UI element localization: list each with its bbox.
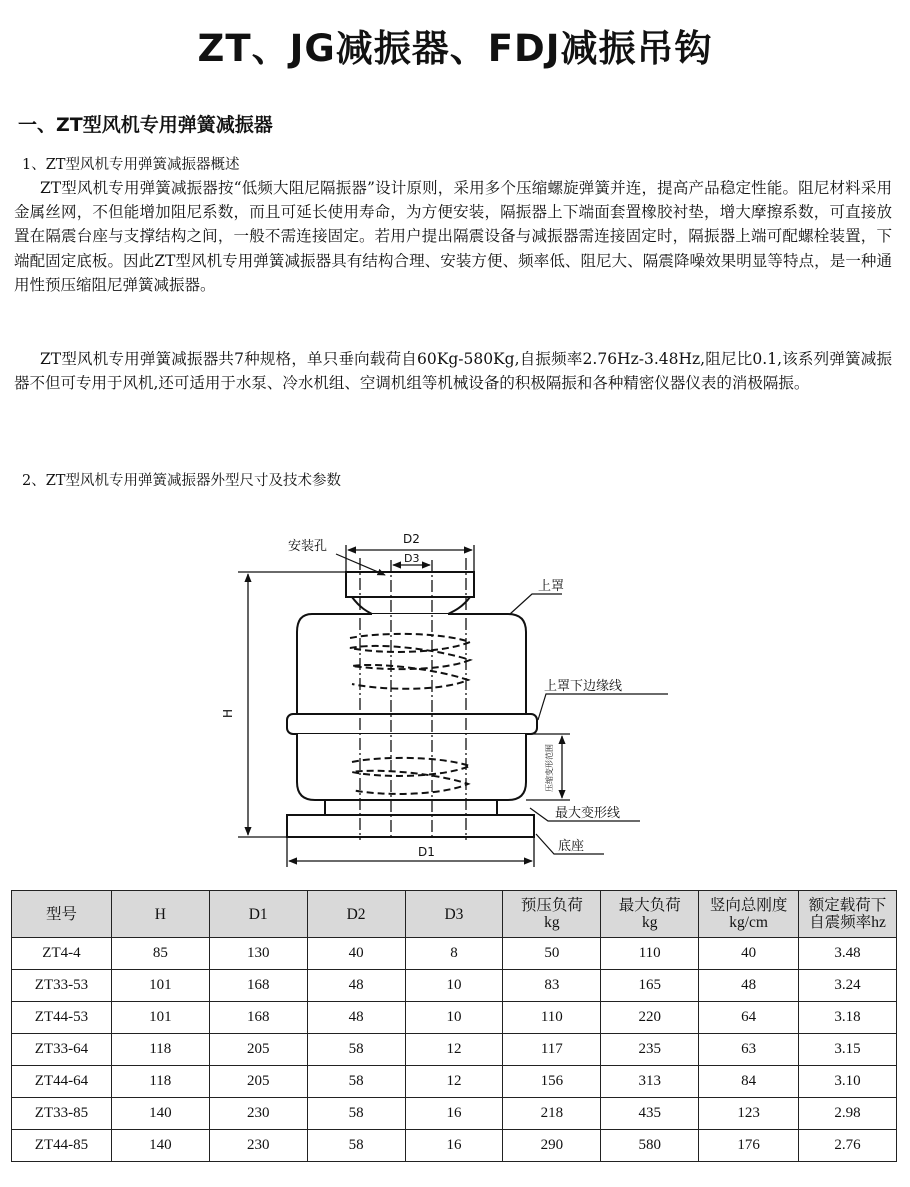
max-deformation-label: 最大变形线 xyxy=(555,806,621,821)
table-row xyxy=(12,1098,897,1130)
cell: 58 xyxy=(307,1130,405,1162)
cell: 165 xyxy=(601,970,699,1002)
cell: 84 xyxy=(699,1066,799,1098)
spec-paragraph: ZT型风机专用弹簧减振器共7种规格，单只垂向载荷自60Kg-580Kg,自振频率2.76Hz-3.48Hz,阻尼比0.1,该系列弹簧减振器不但可专用于风机,还可适用于水泵、冷水机组、空调机组等机械设备的积极隔振和各种精密仪器仪表的消极隔振。 xyxy=(14,350,892,393)
cell: 10 xyxy=(405,1002,503,1034)
cell-model: ZT33-53 xyxy=(12,970,112,1002)
table-row xyxy=(12,1130,897,1162)
cell: 123 xyxy=(699,1098,799,1130)
h-label: H xyxy=(221,708,235,718)
cell: 176 xyxy=(699,1130,799,1162)
cell: 3.18 xyxy=(799,1002,897,1034)
cell: 230 xyxy=(209,1130,307,1162)
cell: 8 xyxy=(405,938,503,970)
header-model: 型号 xyxy=(12,891,112,938)
cell: 313 xyxy=(601,1066,699,1098)
page-title: ZT、JG减振器、FDJ减振吊钩 xyxy=(197,27,713,70)
cell: 64 xyxy=(699,1002,799,1034)
subsection-heading-dimensions: 2、ZT型风机专用弹簧减振器外型尺寸及技术参数 xyxy=(22,473,341,489)
cell: 117 xyxy=(503,1034,601,1066)
cell: 16 xyxy=(405,1098,503,1130)
base-plate xyxy=(287,815,534,837)
header-d2: D2 xyxy=(307,891,405,938)
header-stiffness: 竖向总刚度 kg/cm xyxy=(699,891,799,938)
cell: 205 xyxy=(209,1066,307,1098)
cell: 110 xyxy=(601,938,699,970)
table-row xyxy=(12,938,897,970)
header-preload: 预压负荷 kg xyxy=(503,891,601,938)
inner-collar xyxy=(325,800,497,815)
top-plate xyxy=(346,572,474,597)
cell: 130 xyxy=(209,938,307,970)
cell: 118 xyxy=(111,1066,209,1098)
lower-body xyxy=(297,734,526,800)
cell: 3.10 xyxy=(799,1066,897,1098)
cell: 118 xyxy=(111,1034,209,1066)
header-h: H xyxy=(111,891,209,938)
cell: 40 xyxy=(699,938,799,970)
table-row xyxy=(12,1066,897,1098)
cell: 168 xyxy=(209,970,307,1002)
d3-label: D3 xyxy=(404,552,420,565)
cell-model: ZT33-85 xyxy=(12,1098,112,1130)
cell: 58 xyxy=(307,1066,405,1098)
header-max-load: 最大负荷 kg xyxy=(601,891,699,938)
upper-cover-rim xyxy=(287,714,537,734)
cell: 230 xyxy=(209,1098,307,1130)
cell: 580 xyxy=(601,1130,699,1162)
upper-cover-edge-label: 上罩下边缘线 xyxy=(544,679,623,694)
cell: 12 xyxy=(405,1066,503,1098)
cell: 12 xyxy=(405,1034,503,1066)
upper-cover-label: 上罩 xyxy=(538,579,565,594)
cell: 48 xyxy=(699,970,799,1002)
damper-diagram xyxy=(0,520,910,890)
spec-table xyxy=(11,890,897,1162)
cell: 16 xyxy=(405,1130,503,1162)
cell: 2.76 xyxy=(799,1130,897,1162)
cell-model: ZT4-4 xyxy=(12,938,112,970)
cell: 168 xyxy=(209,1002,307,1034)
cell: 101 xyxy=(111,970,209,1002)
subsection-heading-overview: 1、ZT型风机专用弹簧减振器概述 xyxy=(22,157,240,173)
section-heading: 一、ZT型风机专用弹簧减振器 xyxy=(18,114,273,136)
cell: 40 xyxy=(307,938,405,970)
header-d3: D3 xyxy=(405,891,503,938)
cell: 83 xyxy=(503,970,601,1002)
table-header-row xyxy=(12,891,897,938)
header-frequency: 额定载荷下 自震频率hz xyxy=(799,891,897,938)
base-label: 底座 xyxy=(558,839,585,854)
cell: 101 xyxy=(111,1002,209,1034)
cell: 85 xyxy=(111,938,209,970)
cell: 156 xyxy=(503,1066,601,1098)
cell: 2.98 xyxy=(799,1098,897,1130)
cell: 3.24 xyxy=(799,970,897,1002)
cell-model: ZT44-64 xyxy=(12,1066,112,1098)
cell-model: ZT33-64 xyxy=(12,1034,112,1066)
cell: 235 xyxy=(601,1034,699,1066)
cell: 220 xyxy=(601,1002,699,1034)
cell: 58 xyxy=(307,1034,405,1066)
cell: 140 xyxy=(111,1130,209,1162)
cell: 290 xyxy=(503,1130,601,1162)
cell-model: ZT44-53 xyxy=(12,1002,112,1034)
table-row xyxy=(12,1034,897,1066)
cell: 10 xyxy=(405,970,503,1002)
cell: 48 xyxy=(307,970,405,1002)
cell: 63 xyxy=(699,1034,799,1066)
cell: 218 xyxy=(503,1098,601,1130)
table-row xyxy=(12,970,897,1002)
cell: 140 xyxy=(111,1098,209,1130)
cell: 3.48 xyxy=(799,938,897,970)
cell: 205 xyxy=(209,1034,307,1066)
upper-cover xyxy=(297,614,526,714)
cell: 58 xyxy=(307,1098,405,1130)
compression-range-label: 压缩变形范围 xyxy=(545,744,554,792)
cell: 48 xyxy=(307,1002,405,1034)
top-neck xyxy=(352,597,470,614)
header-d1: D1 xyxy=(209,891,307,938)
cell: 50 xyxy=(503,938,601,970)
cell-model: ZT44-85 xyxy=(12,1130,112,1162)
d2-label: D2 xyxy=(403,532,420,546)
mount-hole-label: 安装孔 xyxy=(288,539,328,554)
table-row xyxy=(12,1002,897,1034)
overview-paragraph: ZT型风机专用弹簧减振器按“低频大阻尼隔振器”设计原则，采用多个压缩螺旋弹簧并连，提高产品稳定性能。阻尼材料采用金属丝网，不但能增加阻尼系数，而且可延长使用寿命，为方便安装，隔振器上下端面套置橡胶衬垫，增大摩擦系数，可直接放置在隔震台座与支撑结构之间，一般不需连接固定。若用户提出隔震设备与减振器需连接固定时，隔振器上端可配螺栓装置，下端配固定底板。因此ZT型风机专用弹簧减振器具有结构合理、安装方便、频率低、阻尼大、隔震降噪效果明显等特点，是一种通用性预压缩阻尼弹簧减振器。 xyxy=(14,179,892,294)
cell: 110 xyxy=(503,1002,601,1034)
cell: 435 xyxy=(601,1098,699,1130)
cell: 3.15 xyxy=(799,1034,897,1066)
d1-label: D1 xyxy=(418,845,435,859)
